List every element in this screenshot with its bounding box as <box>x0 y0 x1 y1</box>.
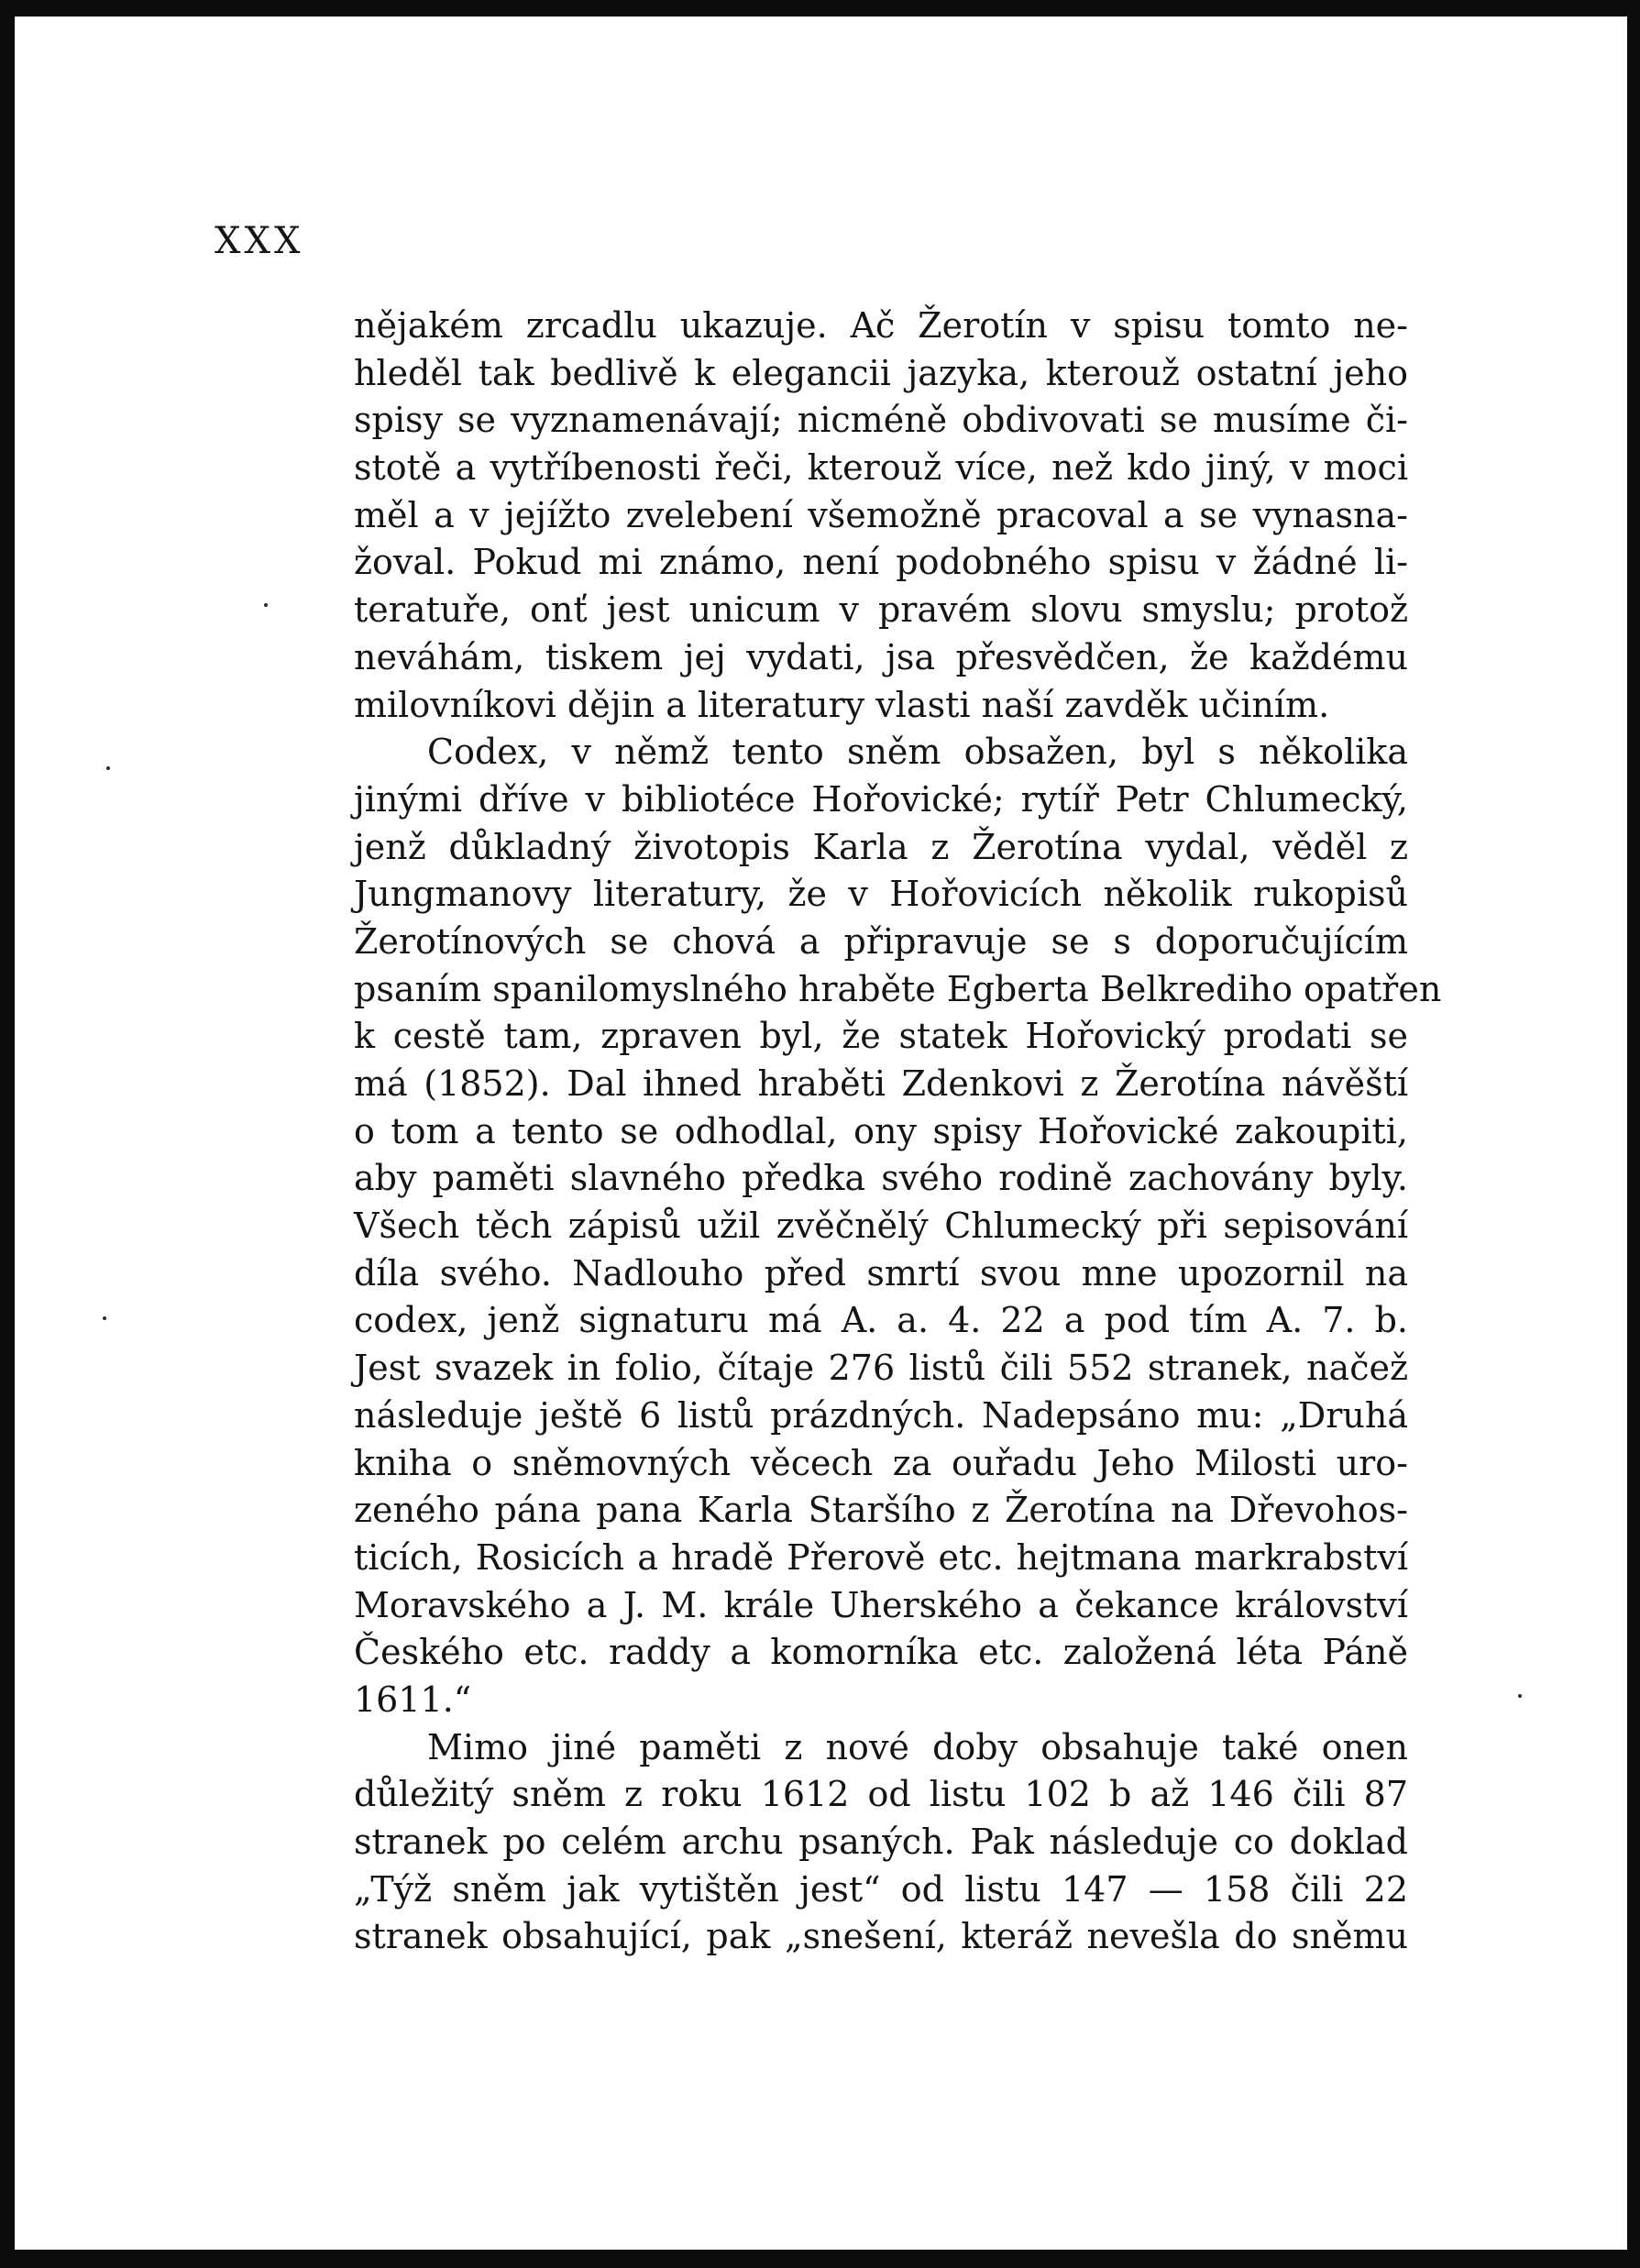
text-line: stranek po celém archu psaných. Pak následuje co doklad <box>354 1822 1408 1862</box>
text-line: aby paměti slavného předka svého rodině zachovány byly. <box>354 1158 1408 1199</box>
text-line: stranek obsahující, pak „snešení, kteráž nevešla do sněmu <box>354 1916 1408 1957</box>
text-line: spisy se vyznamenávají; nicméně obdivovati se musíme či- <box>354 400 1408 441</box>
text-line: hleděl tak bedlivě k elegancii jazyka, kterouž ostatní jeho <box>354 352 1408 393</box>
text-line: teratuře, onť jest unicum v pravém slovu smyslu; protož <box>354 589 1408 631</box>
scan-speck <box>1518 1694 1522 1698</box>
text-line: „Týž sněm jak vytištěn jest“ od listu 147 — 158 čili 22 <box>354 1868 1408 1910</box>
paragraph-1 <box>354 303 1408 729</box>
text-line: kniha o sněmovných věcech za ouřadu Jeho Milosti uro- <box>354 1442 1408 1483</box>
text-line: Žerotínových se chová a připravuje se s doporučujícím <box>354 920 1408 962</box>
text-line: důležitý sněm z roku 1612 od listu 102 b až 146 čili 87 <box>354 1774 1408 1815</box>
scan-speck <box>103 1316 106 1320</box>
text-line: Mimo jiné paměti z nové doby obsahuje také onen <box>427 1726 1408 1767</box>
text-line: díla svého. Nadlouho před smrtí svou mne upozornil na <box>354 1252 1408 1294</box>
text-line: má (1852). Dal ihned hraběti Zdenkovi z Žerotína návěští <box>354 1063 1408 1104</box>
text-line: jenž důkladný životopis Karla z Žerotína vydal, věděl z <box>354 826 1408 867</box>
text-line: 1611.“ <box>354 1679 472 1720</box>
text-line: jinými dříve v bibliotéce Hořovické; rytíř Petr Chlumecký, <box>354 778 1408 820</box>
text-line: o tom a tento se odhodlal, ony spisy Hořovické zakoupiti, <box>354 1110 1408 1151</box>
text-line: Všech těch zápisů užil zvěčnělý Chlumecký při sepisování <box>354 1206 1408 1247</box>
scan-speck <box>264 603 268 607</box>
body-text <box>354 303 1442 1961</box>
paragraph-3 <box>354 1724 1408 1961</box>
text-line: Moravského a J. M. krále Uherského a čekance království <box>354 1584 1408 1625</box>
scan-speck <box>106 766 110 770</box>
text-line: k cestě tam, zpraven byl, že statek Hořovický prodati se <box>354 1016 1408 1057</box>
text-line: codex, jenž signaturu má A. a. 4. 22 a pod tím A. 7. b. <box>354 1300 1408 1341</box>
text-line: zeného pána pana Karla Staršího z Žerotína na Dřevohos- <box>354 1490 1408 1531</box>
text-line: nějakém zrcadlu ukazuje. Ač Žerotín v spisu tomto ne- <box>354 305 1408 346</box>
page-number: XXX <box>215 220 304 262</box>
text-line: následuje ještě 6 listů prázdných. Nadepsáno mu: „Druhá <box>354 1394 1408 1436</box>
text-line: stotě a vytříbenosti řeči, kterouž více, než kdo jiný, v moci <box>354 447 1408 489</box>
text-line: Českého etc. raddy a komorníka etc. založená léta Páně <box>354 1632 1408 1673</box>
text-line: Codex, v němž tento sněm obsažen, byl s několika <box>427 732 1408 773</box>
text-line: Jest svazek in folio, čítaje 276 listů čili 552 stranek, načež <box>354 1348 1408 1389</box>
text-line: žoval. Pokud mi známo, není podobného spisu v žádné li- <box>354 542 1408 583</box>
paragraph-2 <box>354 729 1442 1723</box>
text-line: psaním spanilomyslného hraběte Egberta Belkrediho opatřen <box>354 968 1442 1009</box>
text-line: neváhám, tiskem jej vydati, jsa přesvědčen, že každému <box>354 636 1408 677</box>
text-line: měl a v jejížto zvelebení všemožně pracoval a se vynasna- <box>354 494 1408 535</box>
text-line: ticích, Rosicích a hradě Přerově etc. hejtmana markrabství <box>354 1536 1408 1578</box>
text-line: Jungmanovy literatury, že v Hořovicích několik rukopisů <box>354 874 1408 915</box>
text-line: milovníkovi dějin a literatury vlasti naší zavděk učiním. <box>354 684 1330 725</box>
